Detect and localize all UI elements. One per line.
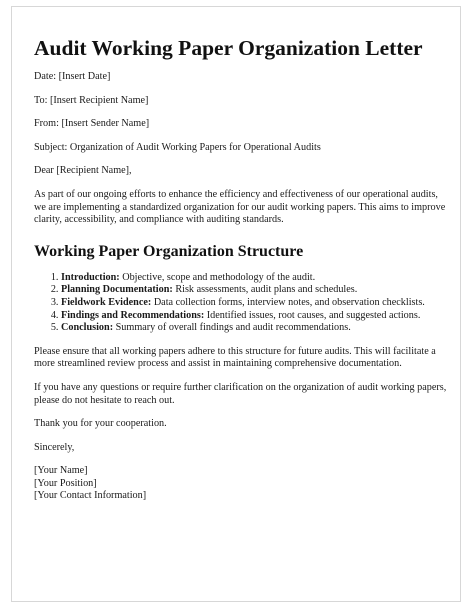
- signature-contact: [Your Contact Information]: [34, 490, 147, 502]
- structure-item-fieldwork: [61, 297, 450, 310]
- structure-item-term: Conclusion:: [61, 322, 114, 334]
- structure-item-findings: [61, 310, 450, 323]
- structure-item-description: Risk assessments, audit plans and schedules.: [172, 284, 358, 296]
- adherence-paragraph: Please ensure that all working papers adhere to this structure for future audits. This will facilitate a more streamlined review process and assist in maintaining comprehensive documentation.: [34, 345, 436, 370]
- structure-item-planning: [61, 284, 450, 297]
- letter-page: [11, 6, 461, 602]
- closing: Sincerely,: [34, 441, 75, 453]
- signature-position: [Your Position]: [34, 477, 97, 489]
- structure-item-description: Identified issues, root causes, and suggested actions.: [204, 309, 421, 321]
- from-line: From: [Insert Sender Name]: [34, 118, 150, 130]
- structure-item-term: Findings and Recommendations:: [61, 309, 205, 321]
- subject-line: Subject: Organization of Audit Working Papers for Operational Audits: [34, 141, 321, 153]
- letter-title: Audit Working Paper Organization Letter: [34, 36, 423, 60]
- date-line: Date: [Insert Date]: [34, 71, 111, 82]
- structure-item-conclusion: [61, 322, 450, 335]
- intro-paragraph: As part of our ongoing efforts to enhance the efficiency and effectiveness of our operational audits, we are implementing a standardized organization for our audit working papers. This aims to improve clarity, accessibility, and compliance with auditing standards.: [34, 188, 446, 226]
- structure-item-description: Summary of overall findings and audit recommendations.: [113, 322, 351, 334]
- structure-item-introduction: [61, 272, 450, 285]
- salutation: Dear [Recipient Name],: [34, 165, 132, 177]
- structure-item-description: Data collection forms, interview notes, and observation checklists.: [151, 296, 425, 308]
- structure-item-term: Planning Documentation:: [61, 284, 173, 296]
- thanks-line: Thank you for your cooperation.: [34, 418, 167, 430]
- letter-content: [34, 7, 450, 503]
- signature-name: [Your Name]: [34, 465, 88, 477]
- structure-list: [34, 272, 450, 335]
- to-line: To: [Insert Recipient Name]: [34, 94, 149, 106]
- questions-paragraph: If you have any questions or require further clarification on the organization of audit working papers, please do not hesitate to reach out.: [34, 381, 447, 406]
- structure-item-term: Fieldwork Evidence:: [61, 296, 152, 308]
- structure-item-term: Introduction:: [61, 271, 120, 283]
- structure-item-description: Objective, scope and methodology of the audit.: [119, 271, 316, 283]
- signature-block: [34, 465, 450, 503]
- section-heading: Working Paper Organization Structure: [34, 242, 304, 260]
